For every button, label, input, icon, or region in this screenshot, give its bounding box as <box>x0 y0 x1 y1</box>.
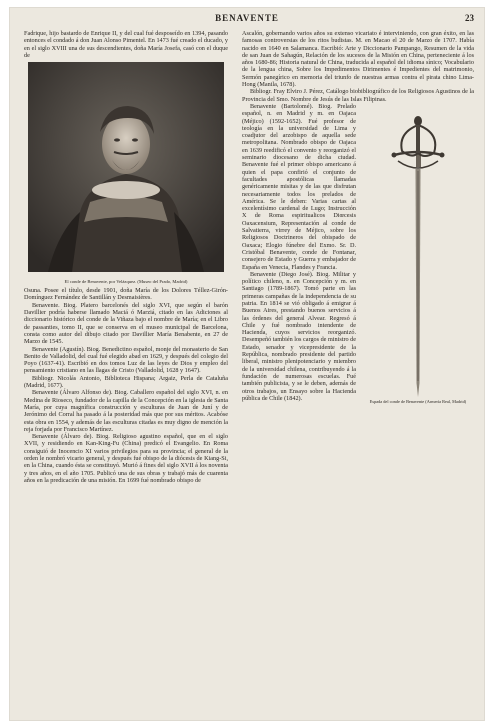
paragraph: Benavente (Agustín). Biog. Benedictino español, monje del monasterio de San Benito de Valladolid, del cual fué elegido abad en 1629, y después del colegio del Poyo (1637-41). Escribió en dos tomos Luz de las leyes de Dios y empleo del pensamiento cristiano en las llagas de Cristo (Valladolid, 1628 y 1647). <box>24 345 228 375</box>
portrait-figure <box>28 62 224 284</box>
page-number: 23 <box>465 13 474 23</box>
paragraph: Osuna. Posee el título, desde 1901, doña María de los Dolores Téllez-Girón-Domínguez Fernández de Santillán y Desmaisières. <box>24 287 228 302</box>
portrait-image <box>28 62 224 272</box>
book-page <box>10 8 484 720</box>
paragraph: Benavente (Bartolomé). Biog. Prelado español, n. en Madrid y m. en Oajaca (Méjico) (1592-1652). Fué profesor de teología en la universidad de Lima y coadjutor del arzobispo de aquella sede metropolitana. Nombrado obispo de Oajaca en 1639 reedificó el convento y reorganizó el seminario diocesano de dicha ciudad. Benavente fué el primer obispo americano á quien el papa confirió el conjunto de facultades apostólicas llamadas genéricamente misitas y de las que disfrutan necesariamente todos los prelados de América. Se le deben: Varias cartas al excelentísimo cardenal de Lugo; Instrucción X de Roma espiritualicos Diœcesis Oaxacensium, Representación al conde de Salvatierra, virrey de Méjico, sobre los Religiosos Doctrineros del obispado de Oaxaca; Elogio fúnebre del Exmo. Sr. D. Cristóbal Benavente, conde de Fontanar, consejero de Estado y Guerra y embajador de España en Venecia, Flandes y Francia. <box>242 102 356 271</box>
page-header <box>10 13 484 25</box>
paragraph: Benavente (Álvaro de). Biog. Religioso agustino español, que en el siglo XVII, y residiendo en Kan-King-Fu (China) predicó el Evangelio. En Roma consiguió de Inocencio XI varios privilegios para su provincia; el general de la orden le nombró vicario general, y después fué obispo de la diócesis de Kiang-Si, en la China, cuando ésta se constituyó. Murió á fines del siglo XVII á los noventa y tres años, en el año 1705. Publicó una de sus obras y trabajó más de cuarenta años en la predicación de una misión. En 1699 fué nombrado obispo de <box>24 433 228 484</box>
paragraph: Bibliogr. Fray Elviro J. Pérez, Catálogo biobibliográfico de los Religiosos Agustinos de la Provincia del Smo. Nombre de Jesús de las Islas Filipinas. <box>242 88 474 103</box>
sword-image <box>368 113 468 403</box>
paragraph: Ascalón, gobernando varios años su extenso vicariato é interviniendo, con gran éxito, en las famosas controversias de los ritos budistas. M. en Macao el 20 de Marzo de 1707. Había nacido en 1640 en Salamanca. Escribió: Arte y Diccionario Pampango, Resumen de la vida de san Juan de Sahagún, Relación de los sucesos de la Misión en China, perteneciente á los años 1680-86; Historia natural de China, traducida al español del idioma sínico; Vocabulario de la lengua china, Sobre los Impedimentos Dirimentes é Impedientes del matrimonio, Sermón panegírico en memoria del triunfo de nuestras armas contra el pirata chino Lima-Hong (Manila, 1678). <box>242 30 474 89</box>
paragraph: Benavente (Álvaro Alfonso de). Biog. Caballero español del siglo XVI, n. en Medina de Rioseco, fundador de la capilla de la Concepción en la iglesia de Santa María, por cuya magnífica construcción y esculturas de Juan de Juní y de Jerónimo del Corral ha pasado á la posteridad más que por sus méritos. Acabóse esta obra en 1554, y además de las esculturas citadas es muy digno de mención la reja forjada por Francisco Martínez. <box>24 389 228 433</box>
right-column <box>242 30 474 720</box>
sword-figure <box>362 103 474 421</box>
paragraph: Fadrique, hijo bastardo de Enrique II, y del cual fué desposeído en 1394, pasando entonces el condado á don Juan Alonso Pimentel. En 1473 fué creado el ducado, y en el siglo XVIII una de sus descendientes, doña María Josefa, casó con el duque de <box>24 30 228 59</box>
paragraph: Benavente (Diego José). Biog. Militar y político chileno, n. en Concepción y m. en Santiago (1789-1867). Tomó parte en las primeras campañas de la independencia de su patria. En 1814 se vió obligado á emigrar á Buenos Aires, prestando buenos servicios á las órdenes del general Alvear. Regresó á Chile y fué nombrado intendente de Hacienda, cuyos servicios reorganizó. Desempeñó también los cargos de ministro de Estado, senador y vicepresidente de la República, nombrado presidente del partido liberal, ministro plenipotenciario y miembro de la universidad chilena, contribuyendo á la fundación de numerosas escuelas. Fué también publicista, y se le deben, además de otros trabajos, un Ensayo sobre la Hacienda pública de Chile (1842). <box>242 270 356 402</box>
sword-caption: Espada del conde de Benavente (Armería Real, Madrid) <box>369 398 467 404</box>
left-column <box>24 30 228 484</box>
paragraph: Benavente. Biog. Platero barcelonés del siglo XVI, que según el barón Davillier podría haberse llamado Maciá ó Marziá, citado en las Adiciones al diccionario histórico del conde de la Viñaza bajo el nombre de María; en el Libro de passanties, tomo II, que se conserva en el museo municipal de Barcelona, consta como autor del dibujo citado por Davillier María Benabente, en 27 de Marzo de 1545. <box>24 301 228 346</box>
portrait-caption: El conde de Benavente, por Velázquez. (Museo del Prado, Madrid) <box>64 279 188 285</box>
running-title: BENAVENTE <box>215 13 279 23</box>
paragraph: Bibliogr. Nicolás Antonio, Biblioteca Hispana; Argaiz, Perla de Cataluña (Madrid, 1677). <box>24 374 228 390</box>
